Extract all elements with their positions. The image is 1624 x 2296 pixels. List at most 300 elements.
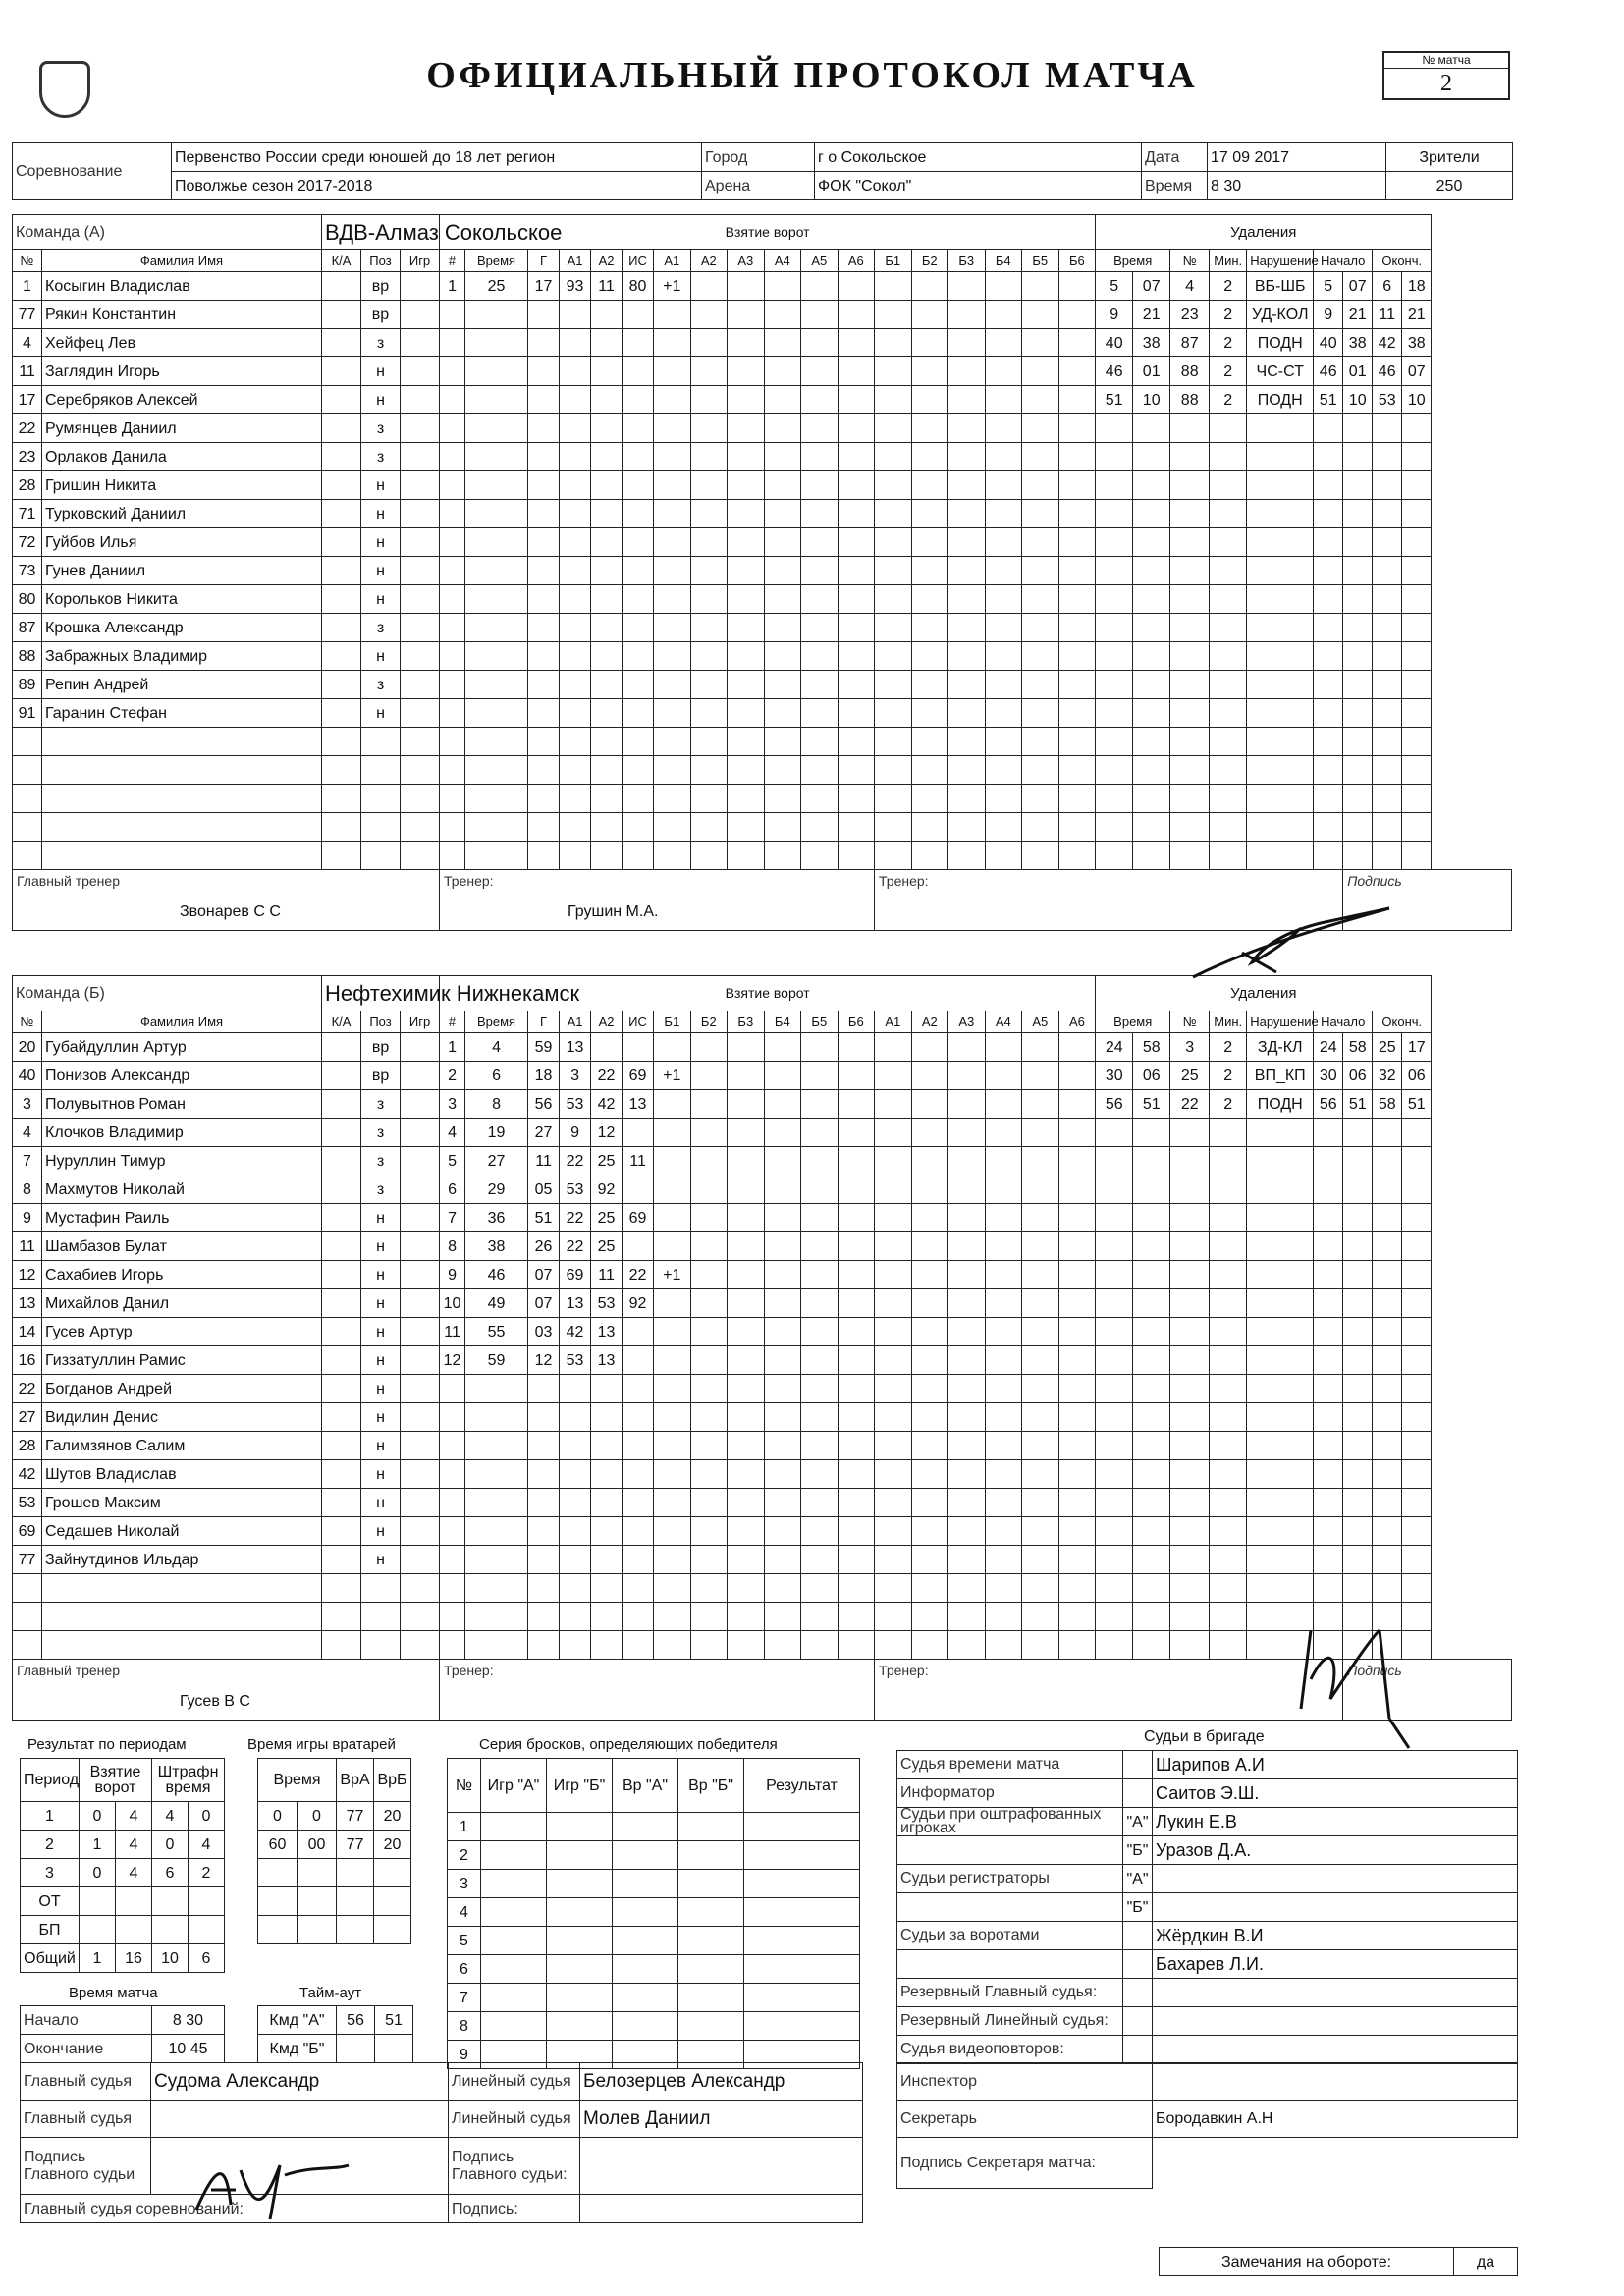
- player-name: Гуйбов Илья: [42, 528, 322, 557]
- penalty-cell: [1096, 1603, 1133, 1631]
- penalty-cell: [1133, 1403, 1170, 1432]
- goal-cell: [654, 1289, 691, 1318]
- plus-minus-cell: [985, 1346, 1022, 1375]
- goal-cell: [528, 471, 560, 500]
- player-name: Михайлов Данил: [42, 1289, 322, 1318]
- penalty-cell: [1343, 756, 1373, 785]
- goal-cell: [465, 1375, 528, 1403]
- goal-cell: 22: [560, 1232, 591, 1261]
- penalty-cell: [1133, 1119, 1170, 1147]
- penalty-cell: [1096, 1631, 1133, 1660]
- plus-minus-cell: [1058, 1546, 1096, 1574]
- goal-cell: [440, 1489, 465, 1517]
- plus-minus-cell: [728, 785, 765, 813]
- plus-minus-cell: [1022, 1489, 1059, 1517]
- goal-cell: 1: [440, 272, 465, 301]
- plus-minus-cell: [948, 585, 986, 614]
- player-name: Губайдуллин Артур: [42, 1033, 322, 1062]
- plus-minus-cell: [985, 585, 1022, 614]
- penalty-cell: 38: [1343, 329, 1373, 357]
- goal-cell: [623, 1574, 654, 1603]
- period-cell: 2: [21, 1831, 80, 1859]
- player-name: Корольков Никита: [42, 585, 322, 614]
- period-cell: 0: [189, 1802, 225, 1831]
- penalty-cell: [1096, 614, 1133, 642]
- goal-cell: [528, 614, 560, 642]
- team-a-section: [12, 214, 1512, 931]
- plus-minus-cell: [985, 842, 1022, 870]
- player-name: Орлаков Данила: [42, 443, 322, 471]
- plus-minus-cell: [911, 1631, 948, 1660]
- penalty-cell: [1314, 414, 1343, 443]
- plus-minus-cell: [690, 614, 728, 642]
- penalty-cell: [1133, 1346, 1170, 1375]
- plus-minus-cell: [875, 471, 912, 500]
- penalty-cell: [1247, 1603, 1314, 1631]
- col-time: Время: [465, 1011, 528, 1033]
- plus-minus-cell: [948, 1631, 986, 1660]
- plus-minus-cell: [838, 1147, 875, 1175]
- player-games: [401, 1346, 440, 1375]
- table-row: [13, 699, 1512, 728]
- plus-minus-cell: [838, 614, 875, 642]
- player-name: Косыгин Владислав: [42, 272, 322, 301]
- penalty-cell: [1247, 1289, 1314, 1318]
- penalty-cell: [1247, 671, 1314, 699]
- penalty-cell: [1133, 1574, 1170, 1603]
- city: г о Сокольское: [815, 143, 1142, 172]
- plus-minus-cell: [801, 1603, 839, 1631]
- goal-cell: [465, 585, 528, 614]
- table-row: [897, 1922, 1518, 1950]
- penalty-cell: 2: [1210, 1033, 1247, 1062]
- plus-minus-cell: [764, 1062, 801, 1090]
- goalie-cell: [374, 1916, 411, 1944]
- table-row: [13, 1460, 1512, 1489]
- plus-minus-cell: [690, 756, 728, 785]
- plus-minus-cell: [801, 1375, 839, 1403]
- goal-cell: [465, 1574, 528, 1603]
- penalty-cell: [1373, 699, 1402, 728]
- match-number: 2: [1440, 71, 1452, 96]
- plus-minus-cell: [728, 1318, 765, 1346]
- secretary-signature-label: Подпись Секретаря матча:: [897, 2138, 1153, 2189]
- plus-minus-cell: [1022, 301, 1059, 329]
- penalty-cell: [1314, 1403, 1343, 1432]
- period-cell: 6: [152, 1859, 189, 1887]
- player-ka: [322, 813, 361, 842]
- penalty-cell: [1402, 528, 1432, 557]
- goal-cell: [654, 443, 691, 471]
- plus-minus-cell: [690, 557, 728, 585]
- player-games: [401, 414, 440, 443]
- plus-minus-cell: [1058, 699, 1096, 728]
- table-row: [13, 500, 1512, 528]
- page-title: ОФИЦИАЛЬНЫЙ ПРОТОКОЛ МАТЧА: [426, 55, 1198, 96]
- plus-minus-cell: [985, 1403, 1022, 1432]
- plus-minus-cell: [948, 728, 986, 756]
- player-name: [42, 1603, 322, 1631]
- plus-minus-cell: [1022, 1574, 1059, 1603]
- goal-cell: [440, 842, 465, 870]
- penalty-cell: [1343, 471, 1373, 500]
- goal-cell: 55: [465, 1318, 528, 1346]
- player-name: Забражных Владимир: [42, 642, 322, 671]
- player-ka: [322, 699, 361, 728]
- goal-cell: [560, 1546, 591, 1574]
- penalty-cell: [1402, 1574, 1432, 1603]
- plus-minus-cell: [764, 1460, 801, 1489]
- plus-minus-cell: [985, 471, 1022, 500]
- goal-cell: 18: [528, 1062, 560, 1090]
- goal-cell: [528, 414, 560, 443]
- player-number: 7: [13, 1147, 42, 1175]
- goal-cell: [623, 785, 654, 813]
- plus-minus-cell: [985, 1175, 1022, 1204]
- plus-minus-cell: [801, 728, 839, 756]
- goal-cell: [654, 386, 691, 414]
- goal-cell: [465, 1631, 528, 1660]
- plus-minus-cell: [985, 1119, 1022, 1147]
- plus-minus-cell: [985, 357, 1022, 386]
- plus-minus-cell: [1058, 1631, 1096, 1660]
- goal-cell: [654, 585, 691, 614]
- penalty-cell: [1096, 699, 1133, 728]
- team-b-section: [12, 975, 1512, 1721]
- penalty-cell: 51: [1133, 1090, 1170, 1119]
- goal-cell: [623, 1546, 654, 1574]
- goal-cell: [623, 1375, 654, 1403]
- goal-cell: [591, 1517, 623, 1546]
- plus-minus-cell: [690, 1432, 728, 1460]
- goal-cell: [560, 642, 591, 671]
- penalty-cell: 25: [1170, 1062, 1210, 1090]
- plus-minus-cell: [801, 1175, 839, 1204]
- player-name: [42, 813, 322, 842]
- goal-cell: [528, 1489, 560, 1517]
- penalty-cell: [1170, 1631, 1210, 1660]
- goal-cell: [528, 357, 560, 386]
- penalty-cell: [1247, 642, 1314, 671]
- player-ka: [322, 471, 361, 500]
- plus-minus-cell: [838, 357, 875, 386]
- player-number: 3: [13, 1090, 42, 1119]
- penalty-cell: [1402, 1631, 1432, 1660]
- plus-minus-cell: [801, 357, 839, 386]
- plus-minus-cell: [728, 728, 765, 756]
- player-number: [13, 842, 42, 870]
- goal-cell: [591, 357, 623, 386]
- shootout-cell: [613, 1955, 678, 1984]
- penalty-cell: [1170, 1403, 1210, 1432]
- player-name: Полувытнов Роман: [42, 1090, 322, 1119]
- player-name: Гусев Артур: [42, 1318, 322, 1346]
- official-role: Судьи регистраторы: [897, 1865, 1123, 1893]
- plus-minus-cell: [690, 1574, 728, 1603]
- plus-minus-cell: [948, 1546, 986, 1574]
- goal-cell: [465, 756, 528, 785]
- player-ka: [322, 1631, 361, 1660]
- plus-minus-cell: [911, 1090, 948, 1119]
- plus-minus-cell: [1058, 585, 1096, 614]
- plus-minus-cell: [801, 301, 839, 329]
- official-team: [1123, 1922, 1153, 1950]
- goalies-col-time: Время: [258, 1759, 337, 1802]
- plus-minus-cell: [1058, 500, 1096, 528]
- shootout-table: [447, 1758, 860, 2069]
- plus-minus-cell: [838, 728, 875, 756]
- col-Б3: Б3: [948, 250, 986, 272]
- plus-minus-cell: [690, 528, 728, 557]
- penalty-cell: [1133, 1432, 1170, 1460]
- goal-cell: 46: [465, 1261, 528, 1289]
- table-row: [13, 1119, 1512, 1147]
- plus-minus-cell: [1022, 1062, 1059, 1090]
- plus-minus-cell: [690, 585, 728, 614]
- shootout-cell: [547, 1870, 613, 1898]
- goalie-cell: [374, 1859, 411, 1887]
- player-name: Гиззатуллин Рамис: [42, 1346, 322, 1375]
- penalty-cell: 32: [1373, 1062, 1402, 1090]
- penalty-cell: 87: [1170, 329, 1210, 357]
- table-row: [13, 842, 1512, 870]
- plus-minus-cell: [690, 1062, 728, 1090]
- player-games: [401, 1432, 440, 1460]
- plus-minus-cell: [801, 414, 839, 443]
- goal-cell: [528, 585, 560, 614]
- shootout-cell: [678, 1841, 744, 1870]
- penalty-cell: [1096, 1119, 1133, 1147]
- goal-cell: [440, 756, 465, 785]
- player-number: 8: [13, 1175, 42, 1204]
- plus-minus-cell: [1058, 272, 1096, 301]
- penalty-cell: [1133, 671, 1170, 699]
- penalty-cell: [1170, 471, 1210, 500]
- referees-table: [20, 2062, 863, 2223]
- penalty-cell: [1402, 585, 1432, 614]
- official-team: [1123, 2036, 1153, 2064]
- shootout-cell: [744, 1841, 860, 1870]
- goal-cell: [440, 386, 465, 414]
- goal-cell: [465, 1432, 528, 1460]
- goal-cell: [591, 585, 623, 614]
- period-cell: 2: [189, 1859, 225, 1887]
- player-games: [401, 1603, 440, 1631]
- competition-line1: Первенство России среди юношей до 18 лет регион: [172, 143, 702, 172]
- player-games: [401, 728, 440, 756]
- goal-cell: [440, 301, 465, 329]
- table-row: [13, 1346, 1512, 1375]
- penalty-cell: [1373, 1204, 1402, 1232]
- plus-minus-cell: [838, 1090, 875, 1119]
- plus-minus-cell: [875, 1090, 912, 1119]
- penalty-cell: [1096, 1375, 1133, 1403]
- player-games: [401, 1375, 440, 1403]
- plus-minus-cell: [690, 842, 728, 870]
- penalty-cell: 2: [1210, 272, 1247, 301]
- penalty-cell: [1210, 1460, 1247, 1489]
- table-row: [21, 1802, 225, 1831]
- goal-cell: 13: [591, 1318, 623, 1346]
- plus-minus-cell: [728, 329, 765, 357]
- player-position: з: [361, 614, 401, 642]
- plus-minus-cell: [948, 1261, 986, 1289]
- plus-minus-cell: [985, 1631, 1022, 1660]
- plus-minus-cell: [985, 557, 1022, 585]
- player-name: Турковский Даниил: [42, 500, 322, 528]
- period-cell: 0: [152, 1831, 189, 1859]
- competition-line2: Поволжье сезон 2017-2018: [172, 172, 702, 200]
- goal-cell: 6: [440, 1175, 465, 1204]
- goal-cell: [654, 699, 691, 728]
- goal-cell: [623, 1517, 654, 1546]
- player-games: [401, 671, 440, 699]
- penalty-cell: 40: [1314, 329, 1343, 357]
- player-position: з: [361, 1147, 401, 1175]
- goal-cell: [654, 756, 691, 785]
- player-ka: [322, 1204, 361, 1232]
- penalty-cell: [1402, 671, 1432, 699]
- plus-minus-cell: [764, 1033, 801, 1062]
- goalie-cell: 60: [258, 1831, 298, 1859]
- player-ka: [322, 357, 361, 386]
- table-row: [13, 1603, 1512, 1631]
- penalty-cell: [1373, 1432, 1402, 1460]
- penalty-cell: [1343, 1147, 1373, 1175]
- player-position: [361, 756, 401, 785]
- player-position: з: [361, 329, 401, 357]
- player-number: 4: [13, 1119, 42, 1147]
- plus-minus-cell: [1058, 301, 1096, 329]
- goal-cell: 12: [528, 1346, 560, 1375]
- plus-minus-cell: [911, 528, 948, 557]
- plus-minus-cell: [1022, 1289, 1059, 1318]
- goal-cell: [528, 528, 560, 557]
- plus-minus-cell: [690, 500, 728, 528]
- shootout-cell: [678, 1955, 744, 1984]
- goal-cell: [528, 756, 560, 785]
- player-ka: [322, 1574, 361, 1603]
- plus-minus-cell: [875, 500, 912, 528]
- goal-cell: [623, 728, 654, 756]
- official-role: Судья видеоповторов:: [897, 2036, 1123, 2064]
- penalty-cell: [1210, 1631, 1247, 1660]
- player-games: [401, 357, 440, 386]
- pen-col-min: Мин.: [1210, 1011, 1247, 1033]
- plus-minus-cell: [690, 1546, 728, 1574]
- plus-minus-cell: [1058, 1204, 1096, 1232]
- plus-minus-cell: [985, 728, 1022, 756]
- plus-minus-cell: [875, 386, 912, 414]
- penalty-cell: [1247, 728, 1314, 756]
- goalie-cell: [374, 1887, 411, 1916]
- goal-cell: [654, 1546, 691, 1574]
- penalty-cell: [1170, 414, 1210, 443]
- plus-minus-cell: [985, 1147, 1022, 1175]
- penalty-cell: [1373, 842, 1402, 870]
- goal-cell: [623, 842, 654, 870]
- plus-minus-cell: [875, 1062, 912, 1090]
- player-games: [401, 1460, 440, 1489]
- period-cell: [116, 1916, 152, 1944]
- shootout-cell: [744, 1870, 860, 1898]
- penalty-cell: [1314, 1489, 1343, 1517]
- plus-minus-cell: [911, 414, 948, 443]
- plus-minus-cell: [838, 557, 875, 585]
- penalty-cell: [1170, 1460, 1210, 1489]
- player-number: [13, 813, 42, 842]
- penalty-cell: [1210, 1603, 1247, 1631]
- player-name: Клочков Владимир: [42, 1119, 322, 1147]
- goal-cell: [623, 1631, 654, 1660]
- goal-cell: +1: [654, 1062, 691, 1090]
- plus-minus-cell: [985, 1489, 1022, 1517]
- goal-cell: 51: [528, 1204, 560, 1232]
- plus-minus-cell: [948, 699, 986, 728]
- plus-minus-cell: [690, 1033, 728, 1062]
- goal-cell: [654, 614, 691, 642]
- period-cell: 1: [80, 1831, 116, 1859]
- total-pim-a: 10: [152, 1944, 189, 1973]
- table-row: [13, 614, 1512, 642]
- player-number: 14: [13, 1318, 42, 1346]
- goal-cell: [654, 329, 691, 357]
- penalty-cell: [1402, 557, 1432, 585]
- plus-minus-cell: [1022, 471, 1059, 500]
- plus-minus-cell: [948, 813, 986, 842]
- plus-minus-cell: [985, 1574, 1022, 1603]
- goal-cell: [623, 756, 654, 785]
- penalty-cell: 58: [1373, 1090, 1402, 1119]
- official-role: Судьи за воротами: [897, 1922, 1123, 1950]
- plus-minus-cell: [801, 585, 839, 614]
- goal-cell: [560, 671, 591, 699]
- player-name: Серебряков Алексей: [42, 386, 322, 414]
- player-name: Хейфец Лев: [42, 329, 322, 357]
- player-number: 88: [13, 642, 42, 671]
- goal-cell: [528, 671, 560, 699]
- plus-minus-cell: [1022, 842, 1059, 870]
- plus-minus-cell: [764, 813, 801, 842]
- goal-cell: [623, 1603, 654, 1631]
- penalty-cell: [1096, 585, 1133, 614]
- penalty-cell: [1247, 414, 1314, 443]
- plus-minus-cell: [764, 301, 801, 329]
- penalty-cell: [1170, 614, 1210, 642]
- goal-cell: [560, 1460, 591, 1489]
- goal-cell: [440, 813, 465, 842]
- player-name: Мустафин Раиль: [42, 1204, 322, 1232]
- team_a-label: Команда (А): [13, 215, 322, 250]
- plus-minus-cell: [875, 1489, 912, 1517]
- col-Б5: Б5: [801, 1011, 839, 1033]
- player-position: [361, 785, 401, 813]
- goal-cell: 53: [591, 1289, 623, 1318]
- goal-cell: [528, 1603, 560, 1631]
- col-А3: А3: [948, 1011, 986, 1033]
- plus-minus-cell: [838, 671, 875, 699]
- shootout-no: 4: [448, 1898, 481, 1927]
- goal-cell: [465, 1546, 528, 1574]
- penalty-cell: ВП_КП: [1247, 1062, 1314, 1090]
- shootout-cell: [744, 1927, 860, 1955]
- official-name: Жёрдкин В.И: [1153, 1922, 1518, 1950]
- penalty-cell: [1247, 500, 1314, 528]
- player-ka: [322, 1289, 361, 1318]
- col-Б1: Б1: [875, 250, 912, 272]
- plus-minus-cell: [1058, 728, 1096, 756]
- penalty-cell: [1210, 1375, 1247, 1403]
